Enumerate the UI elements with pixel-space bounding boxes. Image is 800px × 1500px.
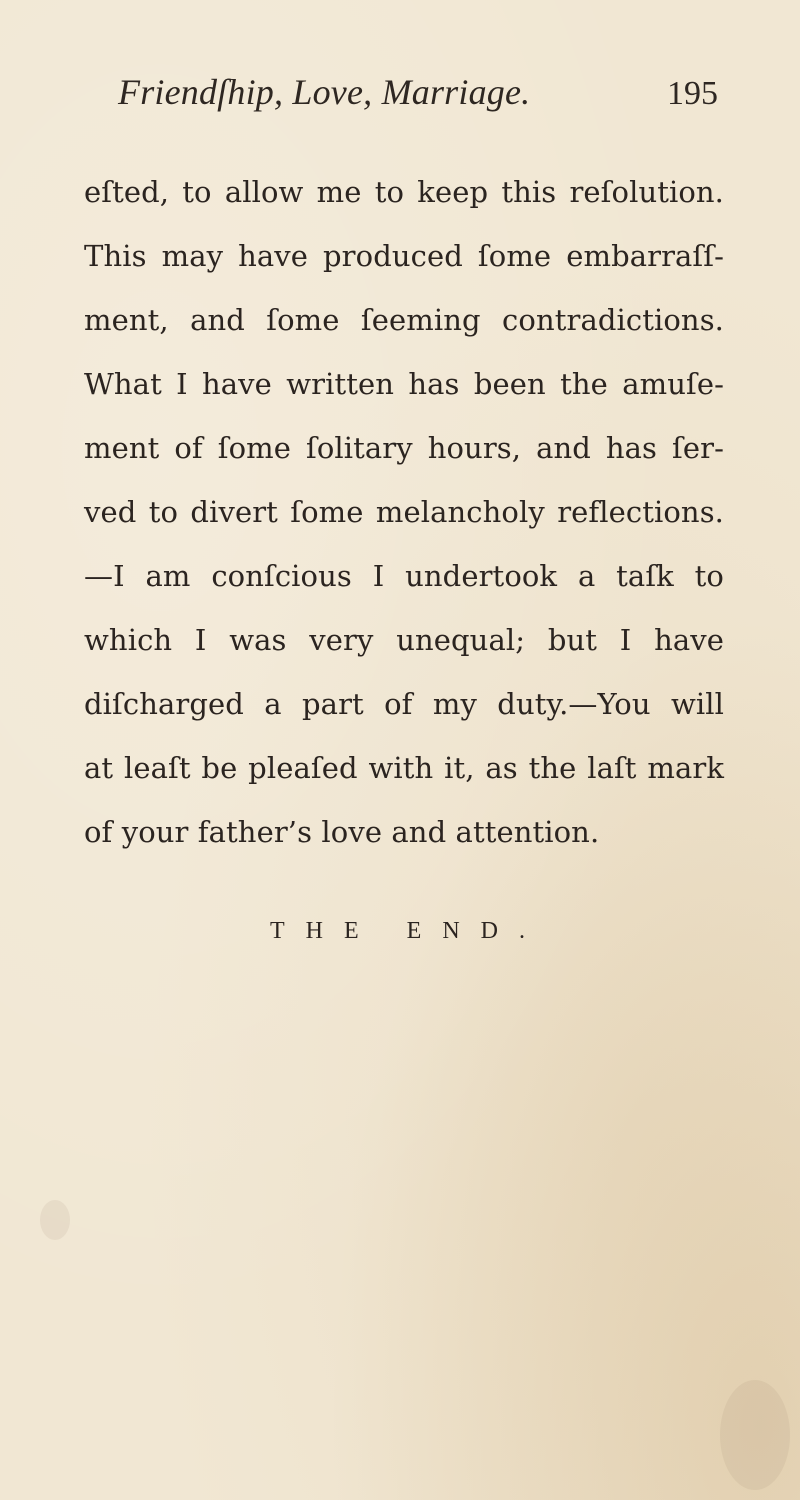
text-line: of your father’s love and attention.: [84, 815, 600, 849]
text-line: which I was very unequal; but I have: [84, 623, 724, 657]
running-title: Friendſhip, Love, Marriage.: [118, 72, 531, 112]
the-end-colophon: THE END.: [270, 918, 546, 944]
text-line: diſcharged a part of my duty.—You will: [84, 687, 724, 721]
running-head: [118, 70, 718, 120]
text-line: ment, and ſome ſeeming contradictions.: [84, 303, 724, 337]
text-line: ment of ſome ſolitary hours, and has ſer-: [84, 431, 724, 465]
body-text: [84, 160, 724, 864]
text-line: ved to divert ſome melancholy reflections.: [84, 495, 724, 529]
page-number: 195: [667, 75, 718, 112]
paper-stain: [40, 1200, 70, 1240]
text-line: at leaſt be pleaſed with it, as the laſt mark: [84, 751, 724, 785]
text-line: eſted, to allow me to keep this reſolution.: [84, 175, 724, 209]
text-line: What I have written has been the amuſe-: [84, 367, 724, 401]
paper-stain: [720, 1380, 790, 1490]
text-line: —I am conſcious I undertook a taſk to: [84, 559, 724, 593]
text-line: This may have produced ſome embarraſſ-: [84, 239, 724, 273]
